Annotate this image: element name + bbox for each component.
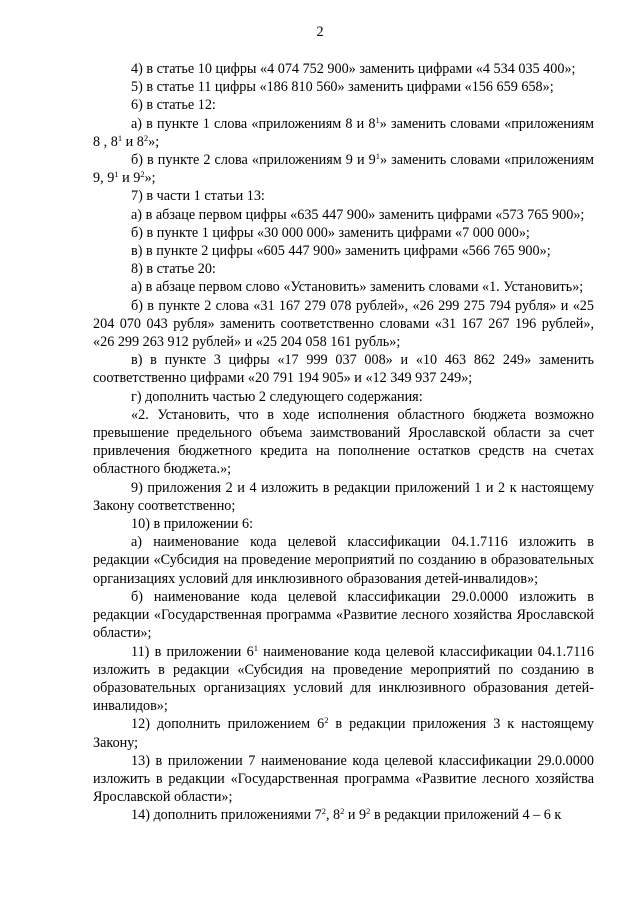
paragraph: б) в пункте 1 цифры «30 000 000» заменить цифрами «7 000 000»; [131, 224, 530, 241]
paragraph: 5) в статье 11 цифры «186 810 560» заменить цифрами «156 659 658»; [131, 79, 554, 96]
paragraph: г) дополнить частью 2 следующего содержания: [131, 388, 423, 405]
paragraph: в) в пункте 2 цифры «605 447 900» заменить цифрами «566 765 900»; [131, 243, 551, 260]
paragraph: а) в абзаце первом цифры «635 447 900» заменить цифрами «573 765 900»; [131, 206, 585, 223]
document-body [93, 60, 594, 825]
paragraph: б) в пункте 2 слова «приложениям 9 и $9^1$» заменить словами «приложениям 9, $9^1$ и $9^2$»; [93, 151, 594, 187]
paragraph: в) в пункте 3 цифры «17 999 037 008» и «10 463 862 249» заменить соответственно цифрами «20 791 194 905» и «12 349 937 249»; [93, 352, 594, 387]
paragraph: 12) дополнить приложением $6^2$ в редакции приложения 3 к настоящему Закону; [93, 715, 594, 751]
paragraph: а) в абзаце первом слово «Установить» заменить словами «1. Установить»; [131, 279, 584, 296]
paragraph: 9) приложения 2 и 4 изложить в редакции приложений 1 и 2 к настоящему Закону соответственно; [93, 479, 594, 514]
paragraph: 7) в части 1 статьи 13: [131, 188, 265, 205]
paragraph: «2. Установить, что в ходе исполнения областного бюджета возможно превышение предельного объема заимствований Ярославской области за счет привлечения бюджетного кредита на пополнение остатков средств на счетах областного бюджета.»; [93, 406, 594, 478]
paragraph: 13) в приложении 7 наименование кода целевой классификации 29.0.0000 изложить в редакции «Государственная программа «Развитие лесного хозяйства Ярославской области»; [93, 752, 594, 806]
paragraph: 8) в статье 20: [131, 261, 216, 278]
paragraph: 6) в статье 12: [131, 97, 216, 114]
paragraph: 4) в статье 10 цифры «4 074 752 900» заменить цифрами «4 534 035 400»; [131, 61, 576, 77]
paragraph: б) наименование кода целевой классификации 29.0.0000 изложить в редакции «Государственная программа «Развитие лесного хозяйства Ярославской области»; [93, 588, 594, 642]
paragraph: 14) дополнить приложениями $7^2$, $8^2$ и $9^2$ в редакции приложений 4 – 6 к [131, 806, 562, 824]
page-number: 2 [316, 24, 324, 40]
paragraph: 11) в приложении $6^1$ наименование кода целевой классификации 04.1.7116 изложить в редакции «Субсидия на проведение мероприятий по созданию в образовательных организациях условий для инклюзивного образования детей-инвалидов»; [93, 642, 594, 715]
paragraph: а) в пункте 1 слова «приложениям 8 и $8^1$» заменить словами «приложениям 8 , $8^1$ и $8^2$»; [93, 114, 594, 150]
paragraph: 10) в приложении 6: [131, 516, 254, 533]
paragraph: а) наименование кода целевой классификации 04.1.7116 изложить в редакции «Субсидия на проведение мероприятий по созданию в образовательных организациях условий для инклюзивного образования детей-инвалидов»; [93, 534, 594, 587]
paragraph: б) в пункте 2 слова «31 167 279 078 рублей», «26 299 275 794 рубля» и «25 204 070 043 рубля» заменить соответственно словами «31 167 267 196 рублей», «26 299 263 912 рублей» и «25 204 058 161 рубль»; [93, 297, 594, 351]
